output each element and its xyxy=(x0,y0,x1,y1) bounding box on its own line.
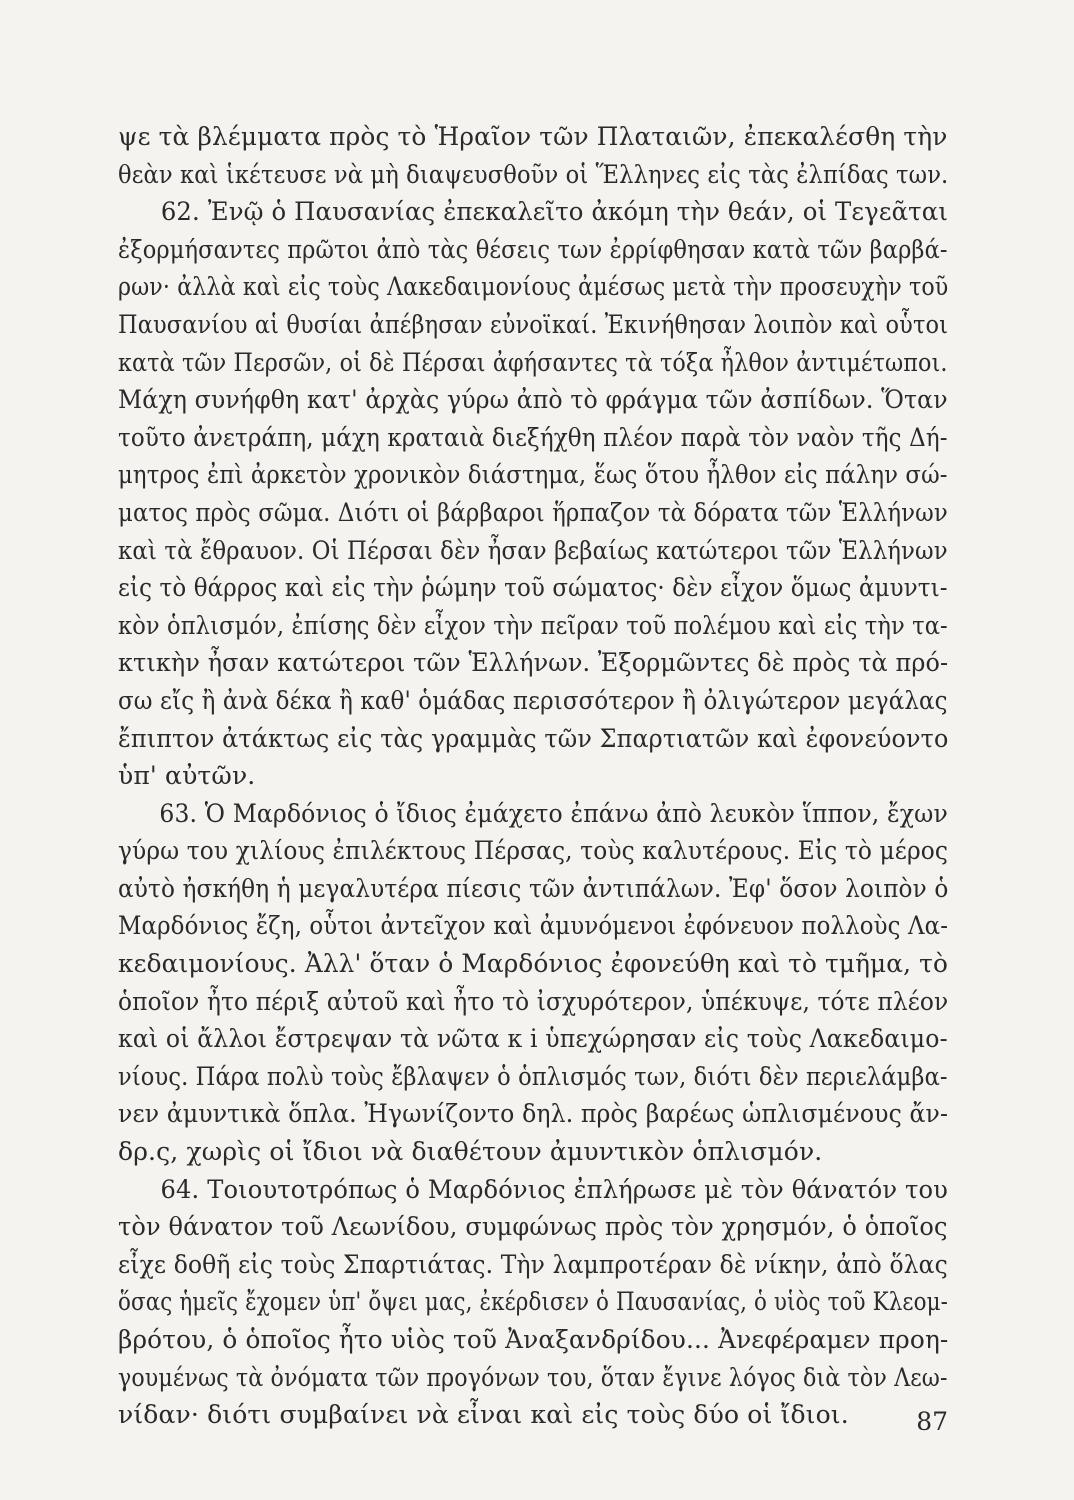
text-line: βρότου, ὁ ὁποῖος ἦτο υἱὸς τοῦ Ἀναξανδρίδου... Ἀνεφέραμεν προη- xyxy=(118,1325,949,1354)
text-line: ἐξορμήσαντες πρῶτοι ἀπὸ τὰς θέσεις των ἐρρίφθησαν κατὰ τῶν βαρβά- xyxy=(118,234,948,264)
text-line: εἰς τὸ θάρρος καὶ εἰς τὴν ῥώμην τοῦ σώματος· δὲν εἶχον ὅμως ἀμυντι- xyxy=(118,573,948,603)
text-line: μητρος ἐπὶ ἀρκετὸν χρονικὸν διάστημα, ἕως ὅτου ἦλθον εἰς πάλην σώ- xyxy=(118,460,948,490)
text-line: κεδαιμονίους. Ἀλλ' ὅταν ὁ Μαρδόνιος ἐφονεύθη καὶ τὸ τμῆμα, τὸ xyxy=(118,949,948,979)
text-line: γύρω του χιλίους ἐπιλέκτους Πέρσας, τοὺς καλυτέρους. Εἰς τὸ μέρος xyxy=(118,836,949,866)
text-line: σω εἴς ἢ ἀνὰ δέκα ἢ καθ' ὁμάδας περισσότερον ἢ ὀλιγώτερον μεγάλας xyxy=(118,685,948,715)
text-line: καὶ οἱ ἄλλοι ἔστρεψαν τὰ νῶτα κ i ὑπεχώρησαν εἰς τοὺς Λακεδαιμο- xyxy=(118,1024,948,1054)
text-line: δρ.ς, χωρὶς οἱ ἴδιοι νὰ διαθέτουν ἀμυντικὸν ὁπλισμόν. xyxy=(118,1137,823,1167)
page-number: 87 xyxy=(916,1407,948,1436)
text-line: τοῦτο ἀνετράπη, μάχη κραταιὰ διεξήχθη πλέον παρὰ τὸν ναὸν τῆς Δή- xyxy=(118,422,948,452)
paragraph-63-first-line: 63. Ὁ Μαρδόνιος ὁ ἴδιος ἐμάχετο ἐπάνω ἀπὸ λευκὸν ἵππον, ἔχων xyxy=(159,798,948,828)
text-line: καὶ τὰ ἔθραυον. Οἱ Πέρσαι δὲν ἦσαν βεβαίως κατώτεροι τῶν Ἑλλήνων xyxy=(118,535,948,565)
text-line: νίους. Πάρα πολὺ τοὺς ἔβλαψεν ὁ ὁπλισμός των, διότι δὲν περιελάμβα- xyxy=(118,1061,948,1091)
text-line: αὐτὸ ἠσκήθη ἡ μεγαλυτέρα πίεσις τῶν ἀντιπάλων. Ἐφ' ὅσον λοιπὸν ὁ xyxy=(118,873,949,903)
text-line: νίδαν· διότι συμβαίνει νὰ εἶναι καὶ εἰς τοὺς δύο οἱ ἴδιοι. xyxy=(118,1400,849,1430)
text-line: ὁποῖον ἦτο πέριξ αὐτοῦ καὶ ἦτο τὸ ἰσχυρότερον, ὑπέκυψε, τότε πλέον xyxy=(118,986,949,1016)
text-line: ὑπ' αὐτῶν. xyxy=(118,761,256,791)
text-line: κτικὴν ἦσαν κατώτεροι τῶν Ἑλλήνων. Ἐξορμῶντες δὲ πρὸς τὰ πρό- xyxy=(118,648,949,678)
text-line: ὅσας ἡμεῖς ἔχομεν ὑπ' ὄψει μας, ἐκέρδισεν ὁ Παυσανίας, ὁ υἱὸς τοῦ Κλεομ- xyxy=(118,1287,949,1317)
text-line: εἶχε δοθῆ εἰς τοὺς Σπαρτιάτας. Τὴν λαμπροτέραν δὲ νίκην, ἀπὸ ὅλας xyxy=(118,1249,948,1279)
text-line: γουμένως τὰ ὀνόματα τῶν προγόνων του, ὅταν ἔγινε λόγος διὰ τὸν Λεω- xyxy=(118,1362,948,1392)
text-line: τὸν θάνατον τοῦ Λεωνίδου, συμφώνως πρὸς τὸν χρησμόν, ὁ ὁποῖος xyxy=(118,1212,948,1242)
text-line: κατὰ τῶν Περσῶν, οἱ δὲ Πέρσαι ἀφήσαντες τὰ τόξα ἦλθον ἀντιμέτωποι. xyxy=(118,347,948,377)
text-line: ψε τὰ βλέμματα πρὸς τὸ Ἡραῖον τῶν Πλαταιῶν, ἐπεκαλέσθη τὴν xyxy=(118,122,948,151)
paragraph-62-first-line: 62. Ἐνῷ ὁ Παυσανίας ἐπεκαλεῖτο ἀκόμη τὴν θεάν, οἱ Τεγεᾶται xyxy=(160,197,949,227)
text-line: Μάχη συνήφθη κατ' ἀρχὰς γύρω ἀπὸ τὸ φράγμα τῶν ἀσπίδων. Ὅταν xyxy=(118,385,948,415)
text-line: κὸν ὁπλισμόν, ἐπίσης δὲν εἶχον τὴν πεῖραν τοῦ πολέμου καὶ εἰς τὴν τα- xyxy=(118,610,948,640)
body-text xyxy=(118,118,948,1434)
text-line: ρων· ἀλλὰ καὶ εἰς τοὺς Λακεδαιμονίους ἀμέσως μετὰ τὴν προσευχὴν τοῦ xyxy=(118,272,949,302)
text-line: ματος πρὸς σῶμα. Διότι οἱ βάρβαροι ἥρπαζον τὰ δόρατα τῶν Ἑλλήνων xyxy=(118,497,948,527)
paragraph-64-first-line: 64. Τοιουτοτρόπως ὁ Μαρδόνιος ἐπλήρωσε μὲ τὸν θάνατόν του xyxy=(160,1174,949,1204)
text-line: νεν ἀμυντικὰ ὅπλα. Ἠγωνίζοντο δηλ. πρὸς βαρέως ὡπλισμένους ἄν- xyxy=(118,1099,949,1129)
text-line: θεὰν καὶ ἱκέτευσε νὰ μὴ διαψευσθοῦν οἱ Ἕλληνες εἰς τὰς ἐλπίδας των. xyxy=(118,159,949,189)
text-line: Παυσανίου αἱ θυσίαι ἀπέβησαν εὐνοϊκαί. Ἐκινήθησαν λοιπὸν καὶ οὗτοι xyxy=(118,309,949,339)
text-line: ἔπιπτον ἀτάκτως εἰς τὰς γραμμὰς τῶν Σπαρτιατῶν καὶ ἐφονεύοντο xyxy=(118,723,949,753)
text-line: Μαρδόνιος ἔζη, οὗτοι ἀντεῖχον καὶ ἀμυνόμενοι ἐφόνευον πολλοὺς Λα- xyxy=(118,911,949,941)
